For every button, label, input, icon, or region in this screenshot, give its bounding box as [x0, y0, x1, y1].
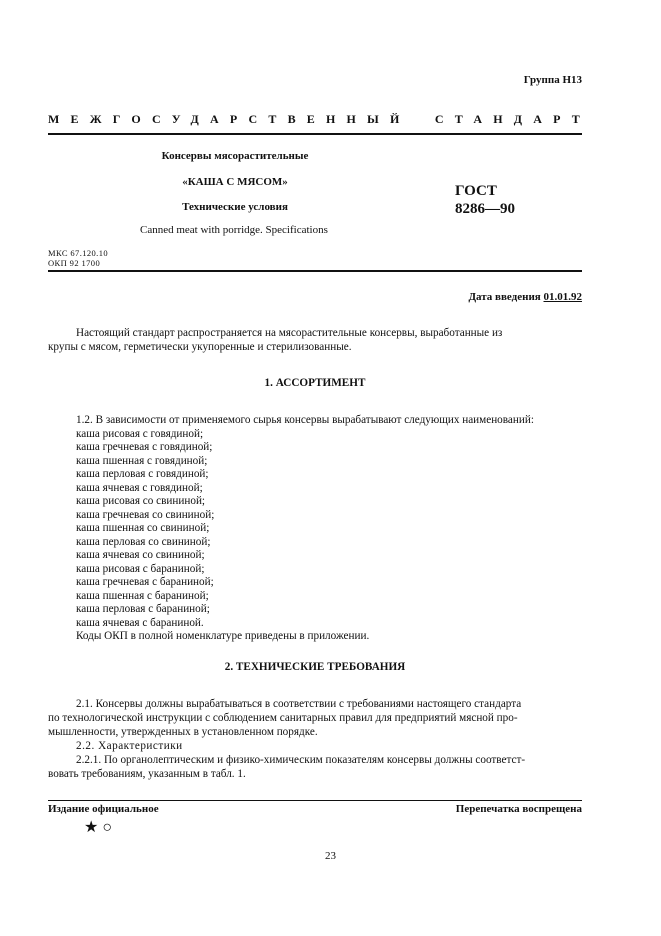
intro-line-1: Настоящий стандарт распространяется на мясорастительные консервы, выработанные из — [76, 327, 503, 339]
gost-label: ГОСТ — [455, 183, 497, 199]
top-rule — [48, 133, 582, 135]
okp-code: ОКП 92 1700 — [48, 258, 101, 268]
list-item: каша ячневая с бараниной. — [76, 616, 204, 629]
section-1-heading: 1. АССОРТИМЕНТ — [264, 377, 366, 389]
para-2-1-line-1: 2.1. Консервы должны вырабатываться в соответствии с требованиями настоящего стандарта — [76, 698, 522, 710]
list-item: каша пшенная со свининой; — [76, 522, 210, 534]
classification-codes — [48, 248, 108, 268]
para-2-2-1-line-1: 2.2.1. По органолептическим и физико-химическим показателям консервы должны соответст- — [76, 754, 526, 766]
section-2-heading: 2. ТЕХНИЧЕСКИЕ ТРЕБОВАНИЯ — [224, 661, 406, 673]
para-2-2-1-line-2: вовать требованиям, указанным в табл. 1. — [48, 768, 246, 780]
group-code: Группа Н13 — [523, 74, 582, 86]
date-value: 01.01.92 — [543, 291, 582, 303]
list-item: каша гречневая с говядиной; — [76, 441, 213, 453]
date-label: Дата введения — [468, 291, 541, 303]
page-number: 23 — [325, 850, 336, 862]
list-item: каша гречневая со свининой; — [76, 508, 215, 521]
edition-symbols: ★ ○ — [84, 819, 113, 836]
list-item: каша пшенная с говядиной; — [76, 454, 208, 467]
okp-note: Коды ОКП в полной номенклатуре приведены в приложении. — [76, 630, 370, 642]
list-item: каша ячневая со свининой; — [76, 549, 205, 561]
effective-date — [468, 291, 582, 303]
mks-code: МКС 67.120.10 — [48, 248, 109, 258]
list-item: каша рисовая со свининой; — [76, 495, 206, 507]
header-rule — [48, 270, 582, 272]
banner-right-text: СТАНДАРТ — [434, 112, 591, 126]
list-lead: 1.2. В зависимости от применяемого сырья консервы вырабатывают следующих наименований: — [76, 414, 534, 426]
list-item: каша перловая со свининой; — [76, 535, 211, 548]
intro-line-2: крупы с мясом, герметически укупоренные и стерилизованные. — [48, 341, 352, 353]
list-item: каша рисовая с говядиной; — [76, 427, 204, 440]
title-line-3: Технические условия — [182, 201, 288, 213]
list-item: каша ячневая с говядиной; — [76, 481, 203, 494]
list-item: каша пшенная с бараниной; — [76, 589, 209, 602]
title-line-1: Консервы мясорастительные — [161, 150, 309, 162]
para-2-2: 2.2. Характеристики — [76, 740, 183, 752]
para-2-1-line-2: по технологической инструкции с соблюдением санитарных правил для предприятий мясной про- — [48, 712, 518, 724]
english-title: Canned meat with porridge. Specifications — [140, 224, 328, 236]
standard-banner — [48, 112, 591, 128]
footer-rule — [48, 800, 582, 801]
list-item: каша перловая с говядиной; — [76, 468, 209, 480]
list-item: каша рисовая с бараниной; — [76, 562, 205, 575]
banner-left-text: МЕЖГОСУДАРСТВЕННЫЙ — [48, 112, 411, 126]
official-edition: Издание официальное — [48, 803, 159, 815]
reprint-prohibited: Перепечатка воспрещена — [455, 803, 582, 815]
para-2-1-line-3: мышленности, утвержденных в установленном порядке. — [48, 726, 318, 738]
gost-number: 8286—90 — [455, 201, 515, 217]
list-item: каша гречневая с бараниной; — [76, 576, 214, 588]
list-item: каша перловая с бараниной; — [76, 603, 210, 615]
assortment-list — [76, 414, 534, 644]
title-line-2: «КАША С МЯСОМ» — [182, 176, 288, 188]
